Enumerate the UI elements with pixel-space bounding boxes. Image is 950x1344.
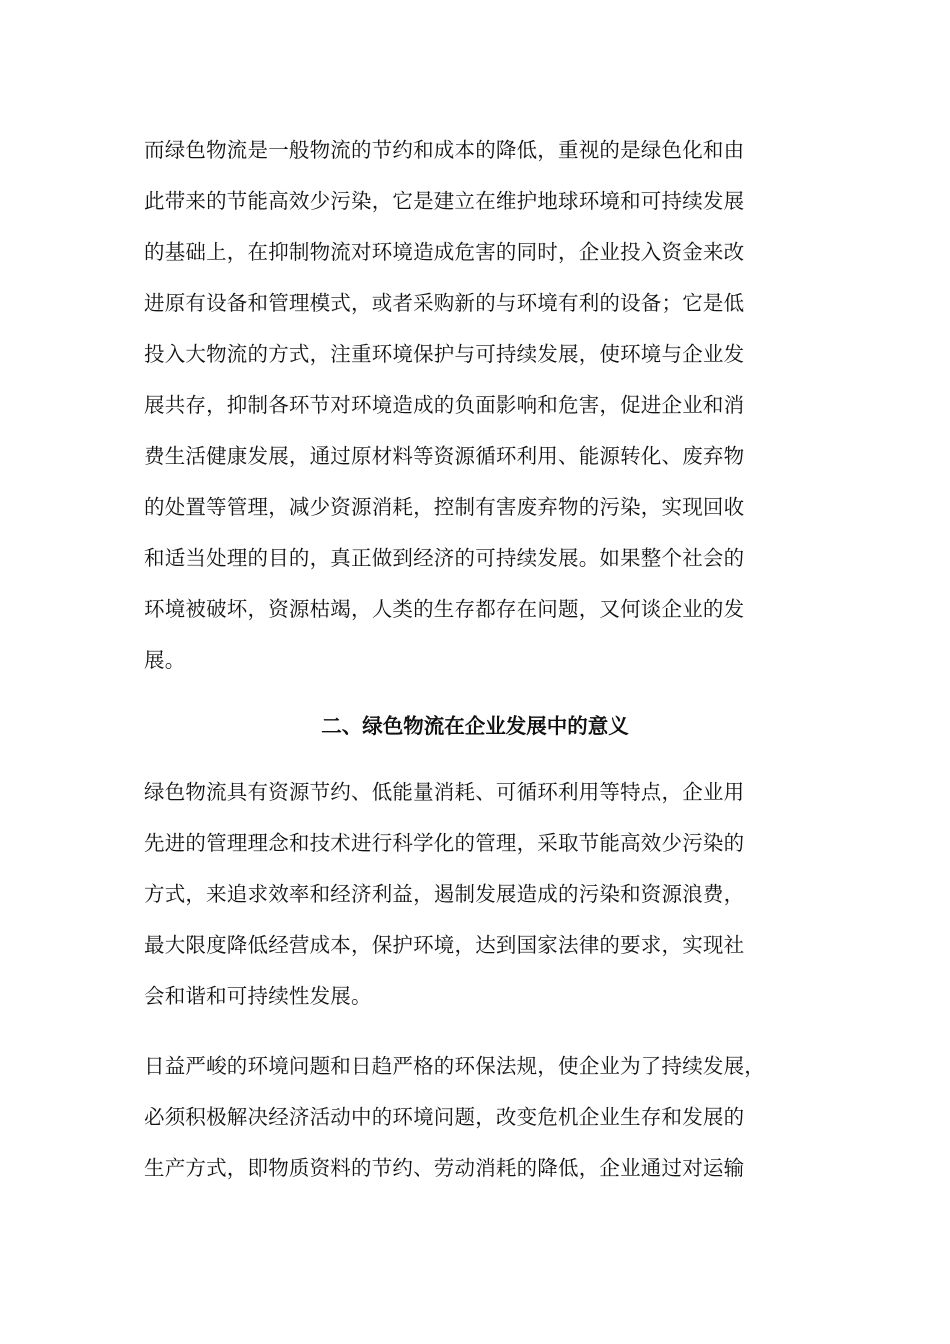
paragraph-1-line: 的基础上，在抑制物流对环境造成危害的同时，企业投入资金来改: [144, 240, 745, 264]
paragraph-1-line: 费生活健康发展，通过原材料等资源循环利用、能源转化、废弃物: [144, 444, 745, 468]
paragraph-1-line: 和适当处理的目的，真正做到经济的可持续发展。如果整个社会的: [144, 546, 745, 570]
paragraph-1-line: 环境被破坏，资源枯竭，人类的生存都存在问题，又何谈企业的发: [144, 597, 745, 621]
paragraph-1-line: 展共存，抑制各环节对环境造成的负面影响和危害，促进企业和消: [144, 393, 745, 417]
paragraph-3-line: 生产方式，即物质资料的节约、劳动消耗的降低，企业通过对运输: [144, 1156, 745, 1180]
section-heading: 二、绿色物流在企业发展中的意义: [321, 714, 629, 738]
paragraph-2-line: 先进的管理理念和技术进行科学化的管理，采取节能高效少污染的: [144, 831, 745, 855]
paragraph-1-line: 的处置等管理，减少资源消耗，控制有害废弃物的污染，实现回收: [144, 495, 745, 519]
paragraph-3-line: 必须积极解决经济活动中的环境问题，改变危机企业生存和发展的: [144, 1105, 745, 1129]
paragraph-2-line: 方式，来追求效率和经济利益，遏制发展造成的污染和资源浪费，: [144, 882, 745, 906]
paragraph-1-line: 进原有设备和管理模式，或者采购新的与环境有利的设备；它是低: [144, 291, 745, 315]
paragraph-1-line: 投入大物流的方式，注重环境保护与可持续发展，使环境与企业发: [144, 342, 745, 366]
paragraph-1-line: 此带来的节能高效少污染，它是建立在维护地球环境和可持续发展: [144, 189, 745, 213]
paragraph-2-line: 最大限度降低经营成本，保护环境，达到国家法律的要求，实现社: [144, 933, 745, 957]
paragraph-1-line: 而绿色物流是一般物流的节约和成本的降低，重视的是绿色化和由: [144, 138, 745, 162]
paragraph-3-line: 日益严峻的环境问题和日趋严格的环保法规，使企业为了持续发展，: [144, 1054, 765, 1078]
paragraph-2-line: 会和谐和可持续性发展。: [144, 984, 372, 1008]
paragraph-1-line: 展。: [144, 648, 186, 672]
paragraph-2-line: 绿色物流具有资源节约、低能量消耗、可循环利用等特点，企业用: [144, 780, 745, 804]
